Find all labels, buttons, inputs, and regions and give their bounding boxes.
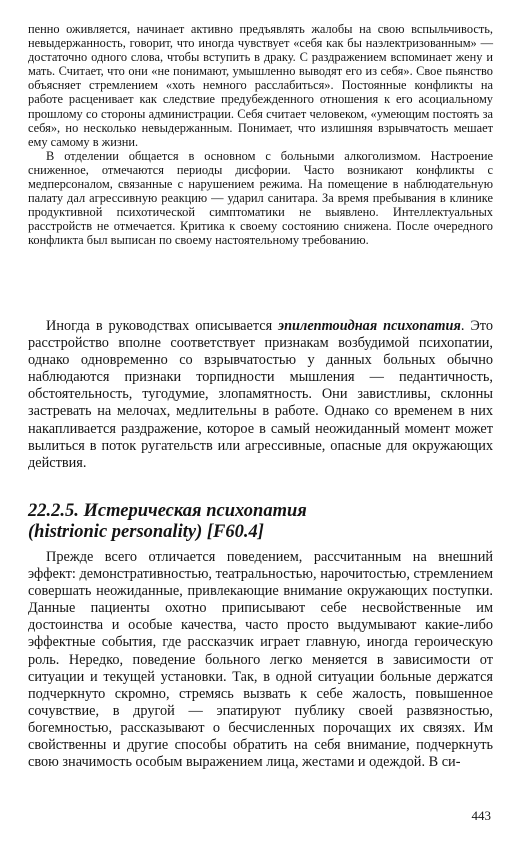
epileptoid-paragraph [28,318,493,472]
section-heading [28,501,493,543]
epileptoid-lead: Иногда в руководствах описывается [46,318,279,334]
heading-line-2: (histrionic personality) [F60.4] [28,522,264,542]
case-paragraph-1: пенно оживляется, начинает активно предъявлять жалобы на свою вспыльчивость, невыдержанность, говорит, что иногда чувствует «себя как бы наэлектризованным» — достаточно одного слова, чтобы вступить в драку. С раздражением вспоминает жену и мать. Считает, что они «не понимают, умышленно выводят его из себя». Свое пьянство объясняет стремлением «хоть немного расслабиться». Постоянные конфликты на работе расценивает как следствие предубежденного отношения к его асоциальному прошлому со стороны администрации. Себя считает человеком, «умеющим постоять за себя», но несколько невыдержанным. Понимает, что излишняя взрывчатость мешает ему самому в жизни. [28,22,493,149]
case-paragraph-2: В отделении общается в основном с больными алкоголизмом. Настроение сниженное, отмечаются периоды дисфории. Часто возникают конфликты с медперсоналом, связанные с нарушением режима. На помещение в наблюдательную палату дал агрессивную реакцию — ударил санитара. За время пребывания в клинике продуктивной психотической симптоматики не выявлено. Интеллектуальных расстройств не отмечается. Критика к своему состоянию снижена. После очередного конфликта был выписан по своему настоятельному требованию. [28,148,493,248]
epileptoid-term: эпилептоидная психопатия [278,318,461,334]
epileptoid-section [28,318,493,472]
epileptoid-rest: . Это расстройство вполне соответствует признакам возбудимой психопатии, однако одновременно со взрывчатостью у данных больных обычно наблюдаются признаки торпидности мышления — педантичность, обстоятельность, тугодумие, злопамятность. Они завистливы, склонны застревать на мелочах, медлительны в работе. Однако со временем в них накапливается раздражение, которое в самый неожиданный момент может вылиться в поток ругательств или агрессивные, опасные для окружающих действия. [28,318,493,471]
case-description [28,22,493,248]
heading-line-1: 22.2.5. Истерическая психопатия [28,501,307,521]
histrionic-paragraph: Прежде всего отличается поведением, рассчитанным на внешний эффект: демонстративностью, театральностью, нарочитостью, стремлением совершать неожиданные, привлекающие внимание окружающих поступки. Данные пациенты охотно приписывают себе несвойственные им достоинства и особые качества, часто просто выдумывают какие-либо эффектные события, где рассказчик играет главную, иногда героическую роль. Нередко, поведение больного легко меняется в зависимости от ситуации и текущей установки. Так, в одной ситуации больные держатся подчеркнуто скромно, стремясь вызвать к себе жалость, повышенное сочувствие, в другой — эпатируют публику своей развязностью, богемностью, рассказывают о бесчисленных порочащих их связях. Им свойственны и другие способы обратить на себя внимание, подчеркнуть свою значимость особым выражением лица, жестами и одеждой. В си- [28,549,493,771]
page-number: 443 [471,808,491,823]
histrionic-section [28,549,493,771]
